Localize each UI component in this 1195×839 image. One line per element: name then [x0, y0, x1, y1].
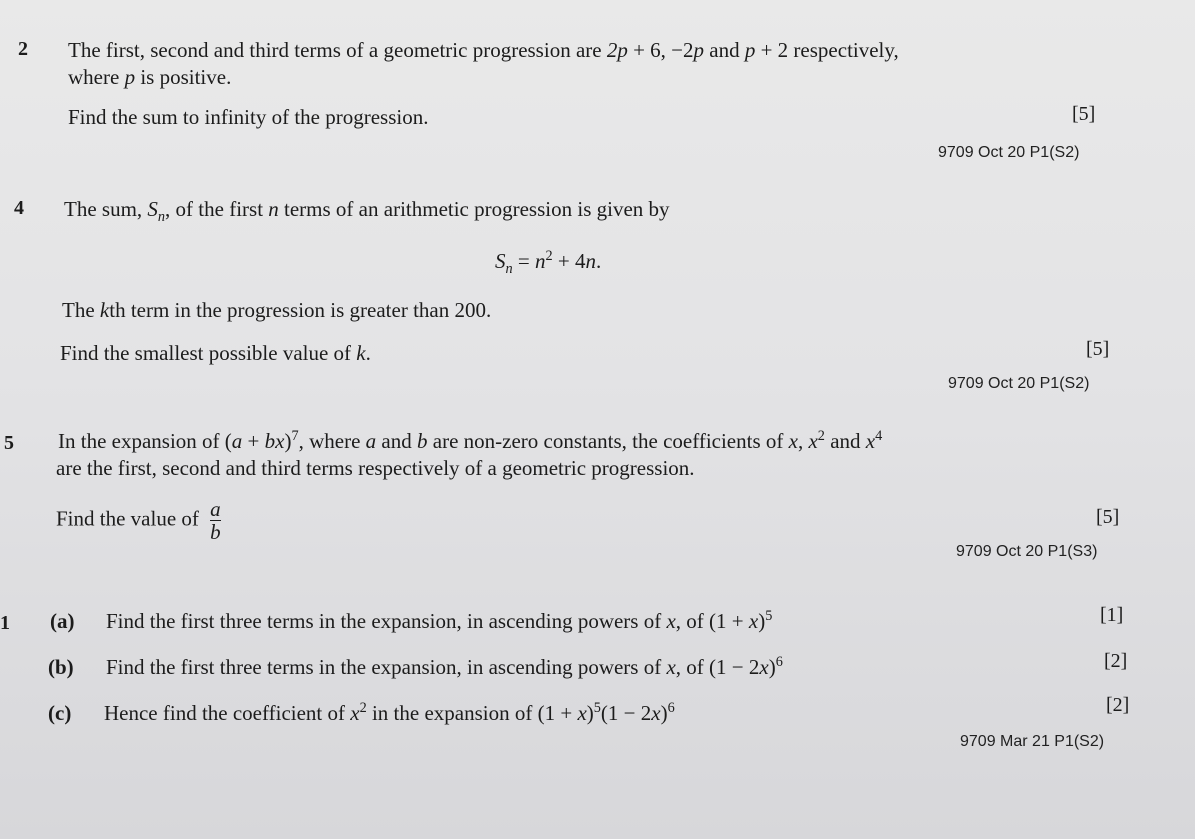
source-reference: 9709 Oct 20 P1(S3) [956, 543, 1098, 560]
marks: [2] [1104, 650, 1128, 672]
part-text: Find the first three terms in the expansion, in ascending powers of x, of $(1 - 2x)^6$ [106, 654, 783, 679]
part-label: (b) [48, 655, 74, 679]
source-reference: 9709 Mar 21 P1(S2) [960, 733, 1105, 750]
part-text: Hence find the coefficient of $x^2$ in the expansion of $(1 + x)^5(1 - 2x)^6$ [104, 700, 675, 725]
question-number: 5 [4, 432, 14, 454]
question-instruction: Find the smallest possible value of k. [60, 341, 371, 365]
question-instruction: Find the sum to infinity of the progression. [68, 105, 429, 129]
question-instruction: Find the value of $\frac{a}{b}$ [56, 497, 221, 544]
formula: $S_n = n^2 + 4n$. [495, 248, 602, 278]
question-number: 2 [18, 38, 28, 60]
question-number: 4 [14, 197, 24, 219]
marks: [1] [1100, 604, 1124, 626]
source-reference: 9709 Oct 20 P1(S2) [948, 375, 1090, 392]
question-text: are the first, second and third terms respectively of a geometric progression. [56, 456, 695, 480]
question-text: The first, second and third terms of a geometric progression are 2p + 6, −2p and p + 2 respectively, [68, 38, 899, 62]
marks: [5] [1096, 506, 1120, 528]
part-label: (c) [48, 701, 72, 725]
part-text: Find the first three terms in the expansion, in ascending powers of x, of $(1 + x)^5$ [106, 608, 773, 633]
marks: [5] [1072, 103, 1096, 125]
question-text: The kth term in the progression is greater than 200. [62, 298, 492, 322]
question-text: The sum, $S_n$, of the first n terms of an arithmetic progression is given by [64, 197, 670, 226]
source-reference: 9709 Oct 20 P1(S2) [938, 144, 1080, 161]
question-text: In the expansion of (a + bx)$^7$, where a and b are non-zero constants, the coefficients of x, $x^2$ and $x^4$ [58, 428, 883, 453]
marks: [5] [1086, 338, 1110, 360]
question-text: where p is positive. [68, 65, 232, 89]
fraction-a-over-b: $\frac{a}{b}$ [210, 497, 221, 544]
marks: [2] [1106, 694, 1130, 716]
part-label: (a) [50, 609, 75, 633]
question-number: 1 [0, 612, 10, 634]
